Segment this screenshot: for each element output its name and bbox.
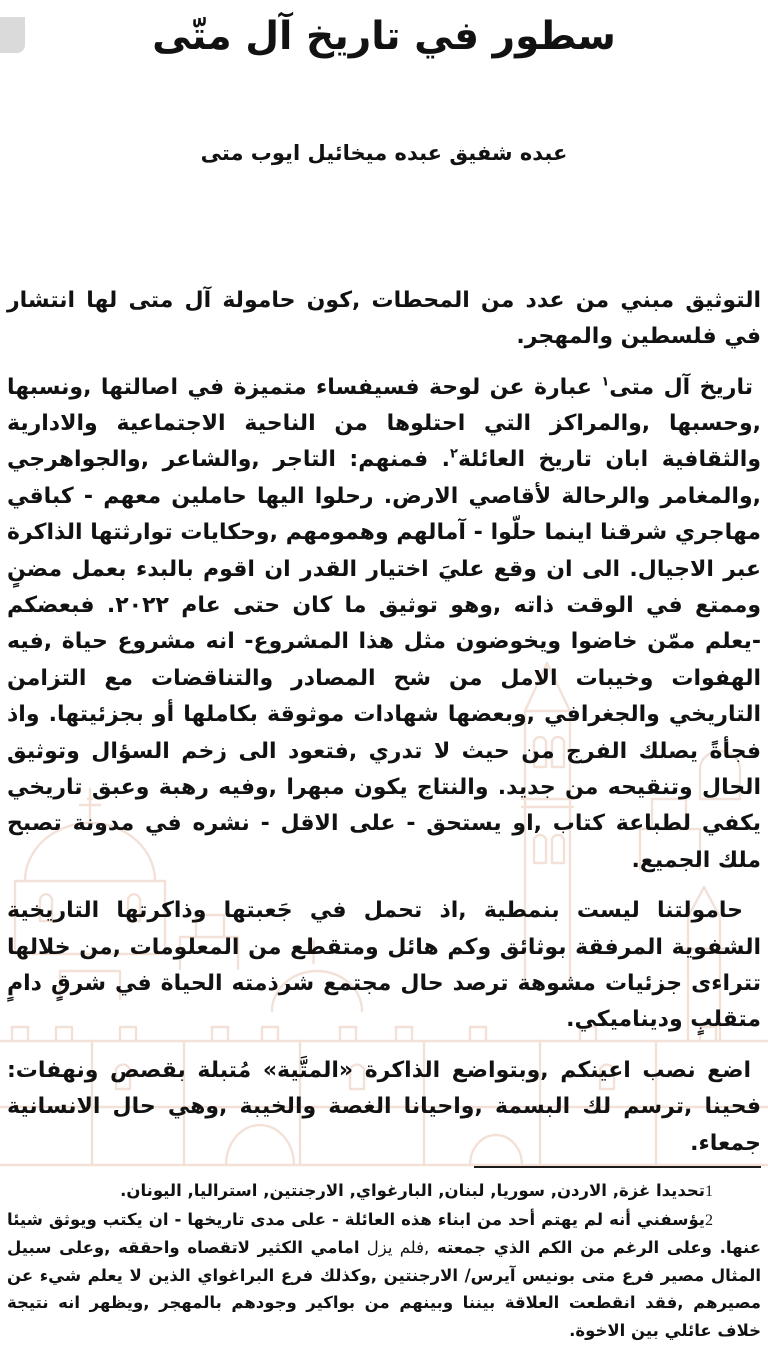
footnote-ref-2-marker: ٢	[450, 446, 458, 462]
history-text-part-2: عبارة عن لوحة فسيفساء متميزة في اصالتها ,ونسبها ,وحسبها ,والمراكز التي احتلوها من الناحية الاجتماعية والادارية والثقافية ابان تاريخ العائلة	[7, 374, 762, 473]
footnote-separator-line	[474, 1166, 761, 1168]
footnote-ref-1-marker: ١	[601, 374, 610, 390]
paragraph-family-history	[7, 370, 761, 880]
footnotes-section	[7, 1177, 761, 1345]
history-text-part-3: . فمنهم: التاجر ,والشاعر ,والجواهرجي ,والمغامر والرحالة لأقاصي الارض. رحلوا اليها حاملين معهم - كباقي مهاجري شرقنا اينما حلّوا - آمالهم وهمومهم ,وحكايات توارثتها الذاكرة عبر الاجيال. الى ان وقع عليَ اختيار القدر ان اقوم بالبدء بعمل مضنٍ وممتع في الوقت ذاته ,وهو توثيق ما كان حتى عام ٢٠٢٢. فبعضكم -يعلم ممّن خاضوا ويخوضون مثل هذا المشروع- انه مشروع حياة ,فيه الهفوات وخيبات الامل من شح المصادر والتناقضات مع التزامن التاريخي والجغرافي ,وبعضها شهادات موثوقة بكاملها أو بجزئيتها. واذ فجأةً يصلك الفرج من حيث لا تدري ,فتعود الى زخم السؤال وتوثيق الحال وتنقيحه من جديد. والنتاج يكون مبهرا ,وفيه رهبة وعبق تاريخي يكفي لطباعة كتاب ,او يستحق - على الاقل - نشره في مدونة تصبح ملك الجميع.	[7, 447, 761, 873]
footnote-2-text-part-2: امامي الكثير لاتقصاه واحققه ,وعلى سبيل المثال مصير فرع متى بونيس آيرس/ الارجنتين ,وكذلك فرع البراغواي الذين لا يعلم شيء عن مصيرهم ,فقد انقطعت العلاقة بيننا وبينهم من بواكير وجودهم بالمهجر ,ويظهر انه نتيجة خلاف عائلي بين الاخوة.	[7, 1238, 761, 1340]
history-text-part-1: تاريخ آل متى	[609, 374, 753, 400]
paragraph-hamula: حامولتنا ليست بنمطية ,اذ تحمل في جَعبتها وذاكرتها التاريخية الشفوية المرفقة بوثائق وكم هائل ومتقطع من المعلومات ,من خلالها تتراءى جزئيات مشوهة ترصد حال مجتمع شرذمته الحياة في شرقٍ دامٍ متقلبٍ وديناميكي.	[7, 898, 761, 1033]
paragraph-memory: اضع نصب اعينكم ,وبتواضع الذاكرة «المتَّية» مُتبلة بقصص ونهفات: فحينا ,ترسم لك البسمة ,واحيانا الغصة والخيبة ,وهي حال الانسانية جمعاء.	[7, 1057, 761, 1156]
footnote-2-text-part-1: يؤسفني أنه لم يهتم أحد من ابناء هذه العائلة - على مدى تاريخها - ان يكتب ويوثق شيئا عنها. وعلى الرغم من الكم الذي جمعته	[7, 1209, 761, 1258]
footnote-2	[7, 1206, 761, 1345]
footnote-1-text: تحديدا غزة, الاردن, سوريا, لبنان, البارغواي, الارجنتين, استراليا, اليونان.	[120, 1181, 705, 1201]
footnote-1-number: 1	[705, 1183, 713, 1201]
document-title: سطور في تاريخ آل متّى	[152, 14, 616, 59]
footnote-2-text	[7, 1210, 761, 1340]
footnote-1	[7, 1177, 761, 1206]
page-content	[0, 12, 768, 1345]
footnote-2-text-light-part: ,فلم يزل	[359, 1238, 430, 1258]
footnote-2-number: 2	[705, 1211, 713, 1229]
document-page	[0, 12, 768, 1340]
paragraph-intro: التوثيق مبني من عدد من المحطات ,كون حامولة آل متى لها انتشار في فلسطين والمهجر.	[7, 287, 761, 350]
author-name: عبده شفيق عبده ميخائيل ايوب متى	[200, 140, 568, 165]
